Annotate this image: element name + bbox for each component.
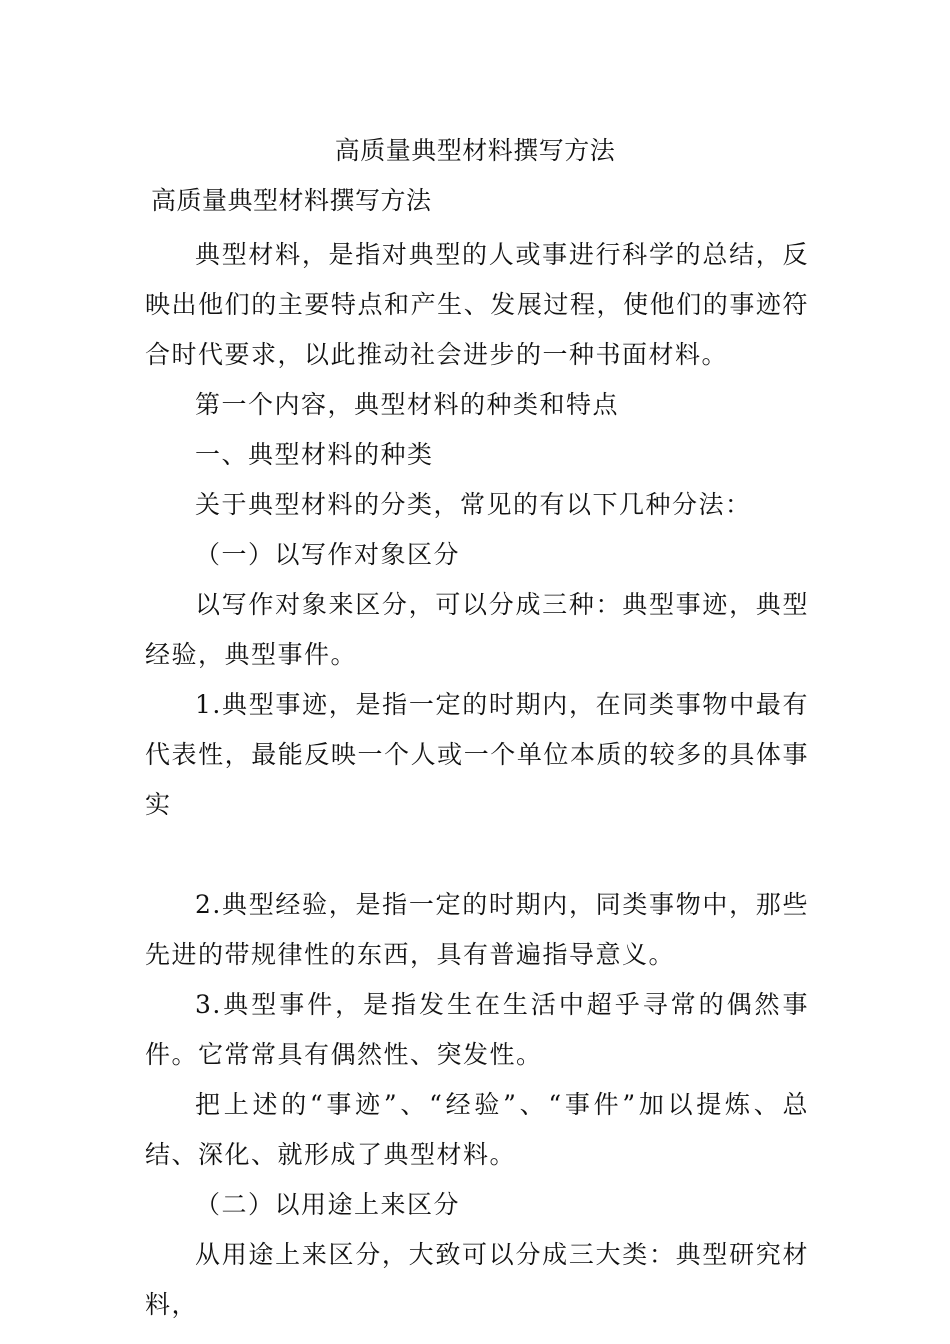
document-subtitle: 高质量典型材料撰写方法 bbox=[151, 186, 432, 215]
paragraph-subheading-by-use: （二）以用途上来区分 bbox=[195, 1190, 461, 1219]
document-body bbox=[145, 230, 809, 1330]
paragraph-item-2: 2.典型经验，是指一定的时期内，同类事物中，那些先进的带规律性的东西，具有普遍指导意义。 bbox=[145, 890, 809, 969]
paragraph-by-object-intro: 以写作对象来区分，可以分成三种：典型事迹，典型经验，典型事件。 bbox=[145, 590, 809, 669]
paragraph-definition: 典型材料，是指对典型的人或事进行科学的总结，反映出他们的主要特点和产生、发展过程，使他们的事迹符合时代要求，以此推动社会进步的一种书面材料。 bbox=[145, 240, 809, 369]
paragraph-by-use-intro: 从用途上来区分，大致可以分成三大类：典型研究材料， bbox=[145, 1240, 809, 1319]
paragraph-classification-intro: 关于典型材料的分类，常见的有以下几种分法： bbox=[195, 490, 752, 519]
paragraph-subheading-types: 一、典型材料的种类 bbox=[195, 440, 434, 469]
document-title: 高质量典型材料撰写方法 bbox=[334, 136, 616, 165]
paragraph-subheading-by-object: （一）以写作对象区分 bbox=[195, 540, 461, 569]
paragraph-summary: 把上述的“事迹”、“经验”、“事件”加以提炼、总结、深化、就形成了典型材料。 bbox=[145, 1090, 809, 1169]
paragraph-item-1: 1.典型事迹，是指一定的时期内，在同类事物中最有代表性，最能反映一个人或一个单位本质的较多的具体事实 bbox=[145, 690, 809, 819]
paragraph-section-heading: 第一个内容，典型材料的种类和特点 bbox=[195, 390, 620, 419]
paragraph-item-3: 3.典型事件，是指发生在生活中超乎寻常的偶然事件。它常常具有偶然性、突发性。 bbox=[145, 990, 809, 1069]
